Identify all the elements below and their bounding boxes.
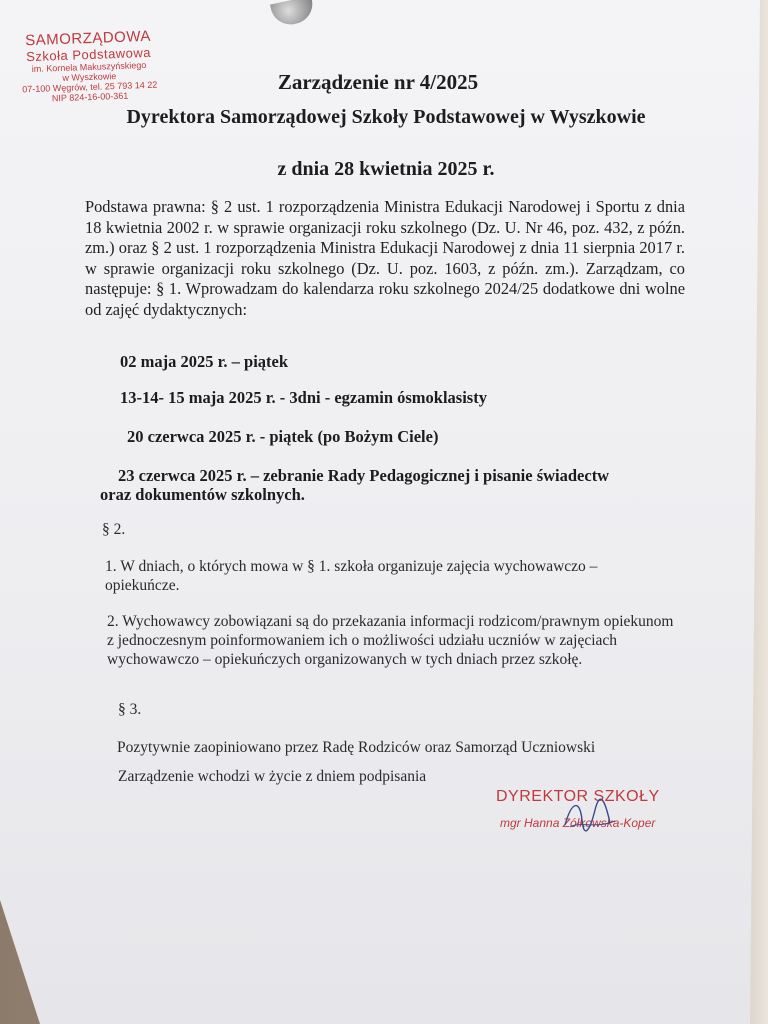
section-3-line-2: Zarządzenie wchodzi w życie z dniem podpisania [118,768,427,785]
document-issuer: Dyrektora Samorządowej Szkoły Podstawowej w Wyszkowie [126,106,646,128]
section-2-point-2: 2. Wychowawcy zobowiązani są do przekazania informacji rodzicom/prawnym opiekunom z jednoczesnym poinformowaniem ich o możliwości udziału uczniów w zajęciach wychowawczo – opiekuńczych organizowanych w tych dniach przez szkołę. [107,613,674,668]
section-3-line-1: Pozytywnie zaopiniowano przez Radę Rodziców oraz Samorząd Uczniowski [117,739,596,756]
day-off-4: 23 czerwca 2025 r. – zebranie Rady Pedagogicznej i pisanie świadectw [118,466,610,485]
stamp-line-2: Szkoła Podstawowa [25,44,152,65]
stamp-line-6: NIP 824-16-00-361 [51,90,129,104]
document-date: z dnia 28 kwietnia 2025 r. [277,158,495,180]
stamp-line-4: w Wyszkowie [62,71,117,83]
section-3-heading: § 3. [118,701,142,718]
signature-name: mgr Hanna Żółkowska-Koper [500,816,656,830]
legal-basis-paragraph: Podstawa prawna: § 2 ust. 1 rozporządzenia Ministra Edukacji Narodowej i Sportu z dnia 18 kwietnia 2002 r. w sprawie organizacji roku szkolnego (Dz. U. Nr 46, poz. 432, z późn. zm.) oraz § 2 ust. 1 rozporządzenia Ministra Edukacji Narodowej z dnia 11 sierpnia 2017 r. w sprawie organizacji roku szkolnego (Dz. U. poz. 1603, z późn. zm.). Zarządzam, co następuje: § 1. Wprowadzam do kalendarza roku szkolnego 2024/25 dodatkowe dni wolne od zajęć dydaktycznych: [85,197,685,319]
day-off-4-continued: oraz dokumentów szkolnych. [100,485,305,504]
document-title: Zarządzenie nr 4/2025 [277,70,479,94]
stamp-line-3: im. Kornela Makuszyńskiego [31,60,147,74]
day-off-3: 20 czerwca 2025 r. - piątek (po Bożym Ciele) [127,427,439,446]
section-2-heading: § 2. [102,521,126,538]
stamp-line-1: SAMORZĄDOWA [24,27,152,50]
stamp-line-5: 07-100 Węgrów, tel. 25 793 14 22 [22,79,158,95]
section-2-point-1: 1. W dniach, o których mowa w § 1. szkoła organizuje zajęcia wychowawczo – opiekuńcze. [105,558,598,594]
day-off-2: 13-14- 15 maja 2025 r. - 3dni - egzamin ósmoklasisty [120,388,487,407]
handwritten-signature-icon [560,795,620,835]
day-off-1: 02 maja 2025 r. – piątek [120,352,289,371]
signature-title: DYREKTOR SZKOŁY [496,788,660,805]
